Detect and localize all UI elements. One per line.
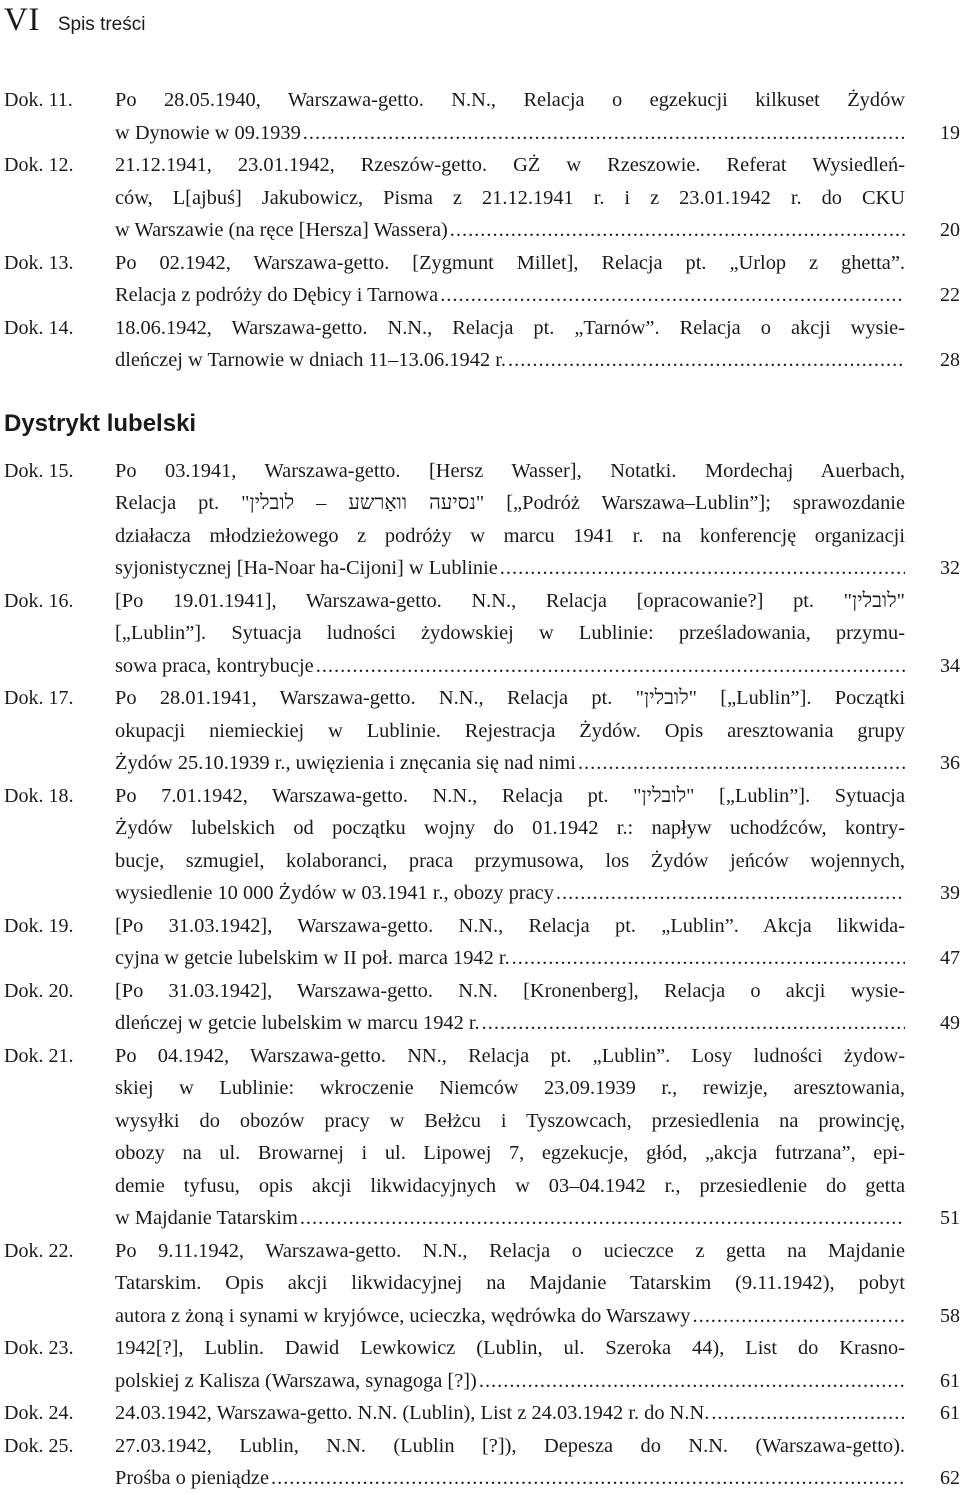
dot-leader <box>554 877 905 910</box>
entry-line: Relacja pt. "נסיעה וואַרשע – לובלין" [„Podróż Warszawa–Lublin”]; sprawozdanie <box>115 492 905 514</box>
entry-line: Po 02.1942, Warszawa-getto. [Zygmunt Millet], Relacja pt. „Urlop z ghetta”. <box>115 251 905 274</box>
toc-entry[interactable] <box>0 455 960 585</box>
entry-line <box>115 1365 905 1398</box>
entry-line: [Po 19.01.1941], Warszawa-getto. N.N., Relacja [opracowanie?] pt. "לובלין" <box>115 589 905 612</box>
entry-line-text: syjonistycznej [Ha-Noar ha-Cijoni] w Lublinie <box>115 557 498 579</box>
entry-line: działacza młodzieżowego z podróży w marcu 1941 r. na konferencję organizacji <box>115 524 905 547</box>
toc-group-previous-district <box>0 84 960 377</box>
entry-line <box>115 214 905 247</box>
dot-leader <box>510 942 905 975</box>
entry-line: Po 04.1942, Warszawa-getto. NN., Relacja pt. „Lublin”. Losy ludności żydow- <box>115 1044 905 1067</box>
entry-line-text: Prośba o pieniądze <box>115 1467 270 1489</box>
entry-description <box>115 975 905 1040</box>
entry-line <box>115 1300 905 1333</box>
page-number-roman: VI <box>4 2 40 38</box>
entry-line <box>115 552 905 585</box>
dot-leader <box>448 214 905 247</box>
entry-line: skiej w Lublinie: wkroczenie Niemców 23.09.1939 r., rewizje, aresztowania, <box>115 1077 905 1099</box>
entry-description <box>115 149 905 247</box>
entry-line-text: dleńczej w Tarnowie w dniach 11–13.06.1942 r. <box>115 349 506 371</box>
document-number: Dok. 19. <box>4 914 74 937</box>
document-number: Dok. 18. <box>4 784 74 807</box>
document-number: Dok. 22. <box>4 1239 74 1262</box>
entry-line-text: Relacja z podróży do Dębicy i Tarnowa <box>115 284 439 306</box>
entry-line-text: Żydów 25.10.1939 r., uwięzienia i znęcania się nad nimi <box>115 752 576 774</box>
entry-line: [Po 31.03.1942], Warszawa-getto. N.N. [Kronenberg], Relacja o akcji wysie- <box>115 979 905 1002</box>
page-number: 36 <box>940 752 960 774</box>
entry-description <box>115 1430 905 1495</box>
dot-leader <box>506 344 905 377</box>
entry-line-text: cyjna w getcie lubelskim w II poł. marca 1942 r. <box>115 947 510 969</box>
entry-line: wysyłki do obozów pracy w Bełżcu i Tyszowcach, przesiedlenia na prowincję, <box>115 1109 905 1132</box>
entry-line: 18.06.1942, Warszawa-getto. N.N., Relacja pt. „Tarnów”. Relacja o akcji wysie- <box>115 316 905 339</box>
toc-entry[interactable] <box>0 1397 960 1430</box>
entry-line: Po 28.01.1941, Warszawa-getto. N.N., Relacja pt. "לובלין" [„Lublin”]. Początki <box>115 687 905 709</box>
entry-line-text: 24.03.1942, Warszawa-getto. N.N. (Lublin), List z 24.03.1942 r. do N.N. <box>115 1402 710 1424</box>
entry-description <box>115 1235 905 1333</box>
document-number: Dok. 14. <box>4 316 74 339</box>
entry-line: Po 7.01.1942, Warszawa-getto. N.N., Relacja pt. "לובלין" [„Lublin”]. Sytuacja <box>115 784 905 807</box>
entry-line: Po 9.11.1942, Warszawa-getto. N.N., Relacja o ucieczce z getta na Majdanie <box>115 1239 905 1262</box>
dot-leader <box>298 1202 905 1235</box>
entry-description <box>115 910 905 975</box>
entry-line-text: sowa praca, kontrybucje <box>115 654 314 677</box>
entry-line: ców, L[ajbuś] Jakubowicz, Pisma z 21.12.1941 r. i z 23.01.1942 r. do CKU <box>115 186 905 209</box>
page-number: 22 <box>940 284 960 306</box>
toc-entry[interactable] <box>0 1430 960 1495</box>
page-number: 32 <box>940 557 960 579</box>
toc-entry[interactable] <box>0 975 960 1040</box>
page-number: 62 <box>940 1467 960 1489</box>
entry-description <box>115 780 905 910</box>
entry-line-text: w Dynowie w 09.1939 <box>115 121 301 144</box>
dot-leader <box>709 1397 905 1430</box>
page-number: 51 <box>940 1207 960 1229</box>
document-number: Dok. 20. <box>4 979 74 1002</box>
page-number: 58 <box>940 1304 960 1327</box>
entry-line: okupacji niemieckiej w Lublinie. Rejestracja Żydów. Opis aresztowania grupy <box>115 719 905 742</box>
entry-line: [„Lublin”]. Sytuacja ludności żydowskiej w Lublinie: prześladowania, przymu- <box>115 622 905 644</box>
entry-description <box>115 585 905 683</box>
entry-line <box>115 650 905 683</box>
entry-line: 1942[?], Lublin. Dawid Lewkowicz (Lublin, ul. Szeroka 44), List do Krasno- <box>115 1337 905 1359</box>
entry-line: bucje, szmugiel, kolaboranci, praca przymusowa, los Żydów jeńców wojennych, <box>115 849 905 872</box>
entry-line <box>115 279 905 312</box>
entry-description <box>115 682 905 780</box>
entry-description <box>115 312 905 377</box>
document-number: Dok. 15. <box>4 459 74 482</box>
document-number: Dok. 24. <box>4 1402 74 1424</box>
dot-leader <box>498 552 905 585</box>
running-head: Spis treści <box>57 14 146 35</box>
entry-line <box>115 877 905 910</box>
page-number: 28 <box>940 349 960 371</box>
dot-leader <box>691 1300 906 1333</box>
entry-line <box>115 117 905 150</box>
entry-description <box>115 1040 905 1235</box>
table-of-contents <box>0 84 960 1495</box>
dot-leader <box>480 1007 905 1040</box>
entry-line-text: wysiedlenie 10 000 Żydów w 03.1941 r., obozy pracy <box>115 882 554 904</box>
page-number: 49 <box>940 1012 960 1034</box>
page-number: 39 <box>940 882 960 904</box>
dot-leader <box>576 747 905 780</box>
toc-entry[interactable] <box>0 585 960 683</box>
entry-description <box>115 1332 905 1397</box>
entry-line: Żydów lubelskich od początku wojny do 01.1942 r.: napływ uchodźców, kontry- <box>115 817 905 839</box>
entry-description <box>115 247 905 312</box>
entry-line <box>115 747 905 780</box>
entry-line-text: w Warszawie (na ręce [Hersza] Wassera) <box>115 219 448 241</box>
entry-line <box>115 1462 905 1495</box>
entry-line: 27.03.1942, Lublin, N.N. (Lublin [?]), Depesza do N.N. (Warszawa-getto). <box>115 1434 905 1457</box>
entry-line <box>115 344 905 377</box>
entry-line: Po 03.1941, Warszawa-getto. [Hersz Wasser], Notatki. Mordechaj Auerbach, <box>115 459 905 482</box>
toc-entry[interactable] <box>0 780 960 910</box>
dot-leader <box>314 650 905 683</box>
entry-line: Tatarskim. Opis akcji likwidacyjnej na Majdanie Tatarskim (9.11.1942), pobyt <box>115 1272 905 1294</box>
entry-line: Po 28.05.1940, Warszawa-getto. N.N., Relacja o egzekucji kilkuset Żydów <box>115 89 905 111</box>
entry-line <box>115 1202 905 1235</box>
toc-entry[interactable] <box>0 910 960 975</box>
page-number: 61 <box>940 1402 960 1424</box>
entry-line-text: polskiej z Kalisza (Warszawa, synagoga [?]) <box>115 1369 477 1392</box>
toc-entry[interactable] <box>0 149 960 247</box>
toc-group-lublin-district <box>0 455 960 1495</box>
toc-entry[interactable] <box>0 1235 960 1333</box>
document-number: Dok. 12. <box>4 154 74 176</box>
toc-entry[interactable] <box>0 312 960 377</box>
page-number: 34 <box>940 654 960 677</box>
page-number: 61 <box>940 1369 960 1392</box>
entry-line-text: autora z żoną i synami w kryjówce, ucieczka, wędrówka do Warszawy <box>115 1304 691 1327</box>
entry-description <box>115 84 905 149</box>
toc-entry[interactable] <box>0 1332 960 1397</box>
document-number: Dok. 21. <box>4 1044 74 1067</box>
document-number: Dok. 16. <box>4 589 74 612</box>
entry-description <box>115 455 905 585</box>
dot-leader <box>477 1365 905 1398</box>
entry-line: demie tyfusu, opis akcji likwidacyjnych w 03–04.1942 r., przesiedlenie do getta <box>115 1174 905 1197</box>
entry-line <box>115 1007 905 1040</box>
document-number: Dok. 13. <box>4 251 74 274</box>
dot-leader <box>301 117 905 150</box>
entry-description <box>115 1397 905 1430</box>
entry-line-text: w Majdanie Tatarskim <box>115 1207 298 1229</box>
page-number: 19 <box>940 121 960 144</box>
toc-entry[interactable] <box>0 247 960 312</box>
dot-leader <box>269 1462 905 1495</box>
dot-leader <box>438 279 905 312</box>
document-number: Dok. 25. <box>4 1434 74 1457</box>
page-header <box>4 0 145 40</box>
document-number: Dok. 23. <box>4 1337 74 1359</box>
toc-entry[interactable] <box>0 682 960 780</box>
section-heading <box>0 377 960 455</box>
toc-entry[interactable] <box>0 84 960 149</box>
section-title: Dystrykt lubelski <box>4 409 197 437</box>
entry-line <box>115 942 905 975</box>
page-number: 20 <box>940 219 960 241</box>
document-number: Dok. 17. <box>4 687 74 709</box>
entry-line <box>115 1397 905 1430</box>
entry-line: [Po 31.03.1942], Warszawa-getto. N.N., Relacja pt. „Lublin”. Akcja likwida- <box>115 914 905 937</box>
entry-line-text: dleńczej w getcie lubelskim w marcu 1942 r. <box>115 1012 480 1034</box>
document-number: Dok. 11. <box>4 89 73 111</box>
page-number: 47 <box>940 947 960 969</box>
entry-line: 21.12.1941, 23.01.1942, Rzeszów-getto. GŻ w Rzeszowie. Referat Wysiedleń- <box>115 154 905 176</box>
toc-entry[interactable] <box>0 1040 960 1235</box>
entry-line: obozy na ul. Browarnej i ul. Lipowej 7, egzekucje, głód, „akcja futrzana”, epi- <box>115 1142 905 1164</box>
